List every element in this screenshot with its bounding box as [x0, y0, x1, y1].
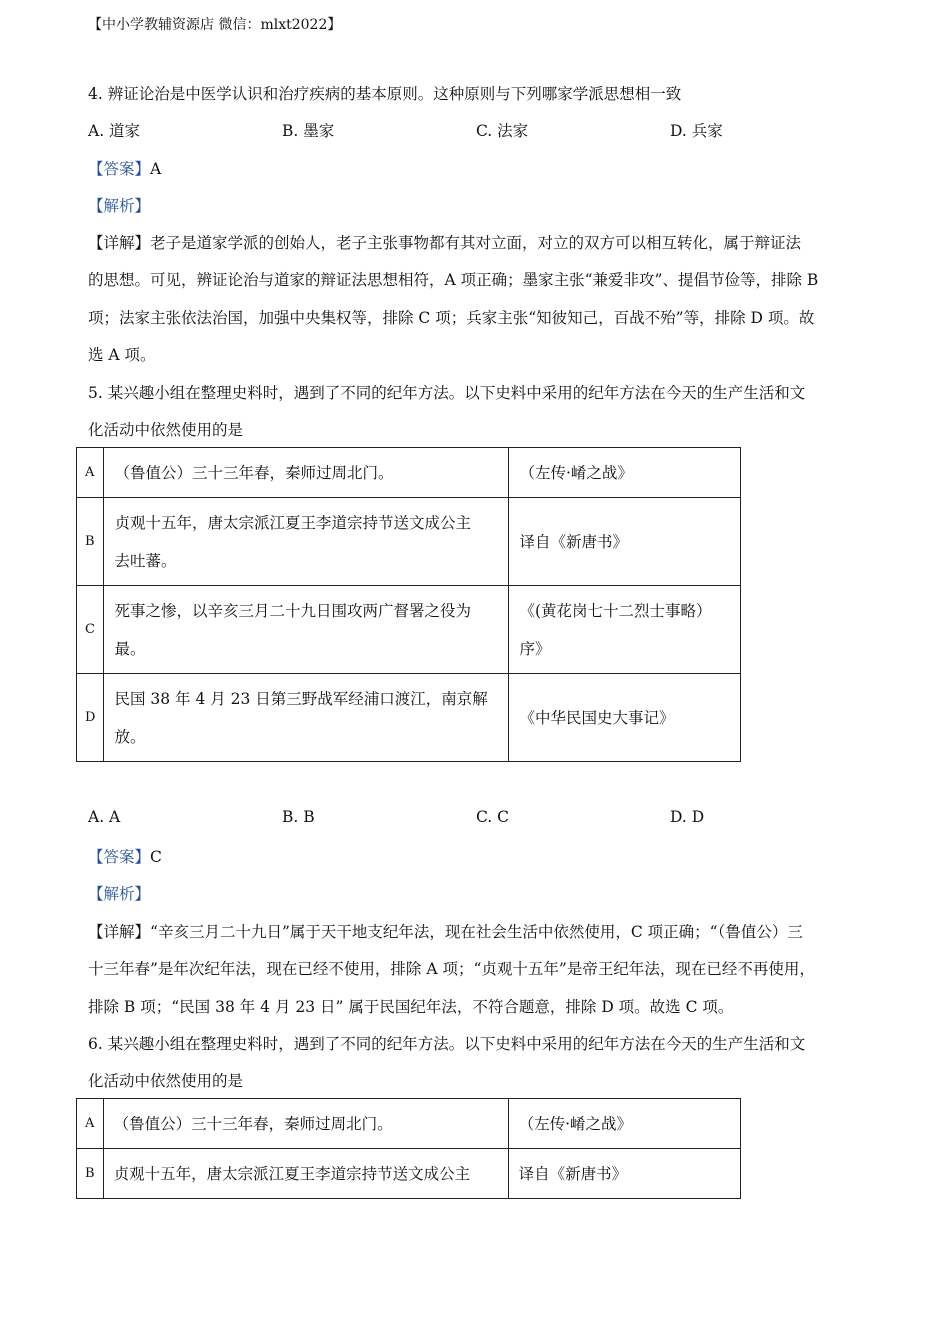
answer-value: A [150, 160, 162, 178]
row-text: 死事之惨，以辛亥三月二十九日围攻两广督署之役为 最。 [104, 586, 509, 674]
q4-option-b: B. 墨家 [282, 122, 335, 140]
row-source: （左传·崤之战》 [508, 1099, 740, 1149]
q4-option-a: A. 道家 [88, 122, 141, 140]
answer-tag: 【答案】 [88, 848, 151, 866]
row-text: 贞观十五年，唐太宗派江夏王李道宗持节送文成公主 去吐蕃。 [104, 498, 509, 586]
row-key: B [77, 1149, 104, 1199]
q4-detail-line-1 [88, 231, 801, 253]
row-source: 译自《新唐书》 [509, 498, 741, 586]
q5-source-table [76, 447, 741, 762]
table-row [77, 1149, 741, 1199]
q5-detail-line-2: 十三年春”是年次纪年法，现在已经不使用，排除 A 项；“贞观十五年”是帝王纪年法，现在已经不再使用， [88, 960, 815, 978]
row-source: 《中华民国史大事记》 [509, 674, 741, 762]
row-key: A [77, 1099, 104, 1149]
table-row [77, 1099, 741, 1149]
row-key: A [77, 448, 104, 498]
q6-stem-line-1: 6. 某兴趣小组在整理史料时，遇到了不同的纪年方法。以下史料中采用的纪年方法在今天的生产生活和文 [88, 1035, 806, 1053]
q5-option-d: D. D [670, 808, 705, 826]
answer-tag: 【答案】 [88, 160, 151, 178]
q5-analysis-tag: 【解析】 [88, 885, 151, 903]
q4-stem: 4. 辨证论治是中医学认识和治疗疾病的基本原则。这种原则与下列哪家学派思想相一致 [88, 85, 682, 103]
table-row [77, 586, 741, 674]
row-key: D [77, 674, 104, 762]
q5-stem-line-1: 5. 某兴趣小组在整理史料时，遇到了不同的纪年方法。以下史料中采用的纪年方法在今天的生产生活和文 [88, 384, 806, 402]
q5-stem-line-2: 化活动中依然使用的是 [88, 421, 244, 439]
q4-analysis-tag: 【解析】 [88, 197, 151, 215]
q4-option-c: C. 法家 [476, 122, 529, 140]
q4-detail-line-2: 的思想。可见，辨证论治与道家的辩证法思想相符，A 项正确；墨家主张“兼爱非攻”、提倡节俭等，排除 B [88, 271, 819, 289]
q4-detail-line-3: 项；法家主张依法治国，加强中央集权等，排除 C 项；兵家主张“知彼知己，百战不殆”等，排除 D 项。故 [88, 309, 815, 327]
q4-option-d: D. 兵家 [670, 122, 723, 140]
q5-detail-line-1 [88, 920, 803, 942]
q5-answer [88, 845, 162, 867]
row-text: 民国 38 年 4 月 23 日第三野战军经浦口渡江，南京解 放。 [104, 674, 509, 762]
row-text: （鲁值公）三十三年春，秦师过周北门。 [103, 1099, 508, 1149]
q5-option-c: C. C [476, 808, 510, 826]
table-row [77, 674, 741, 762]
row-text: （鲁值公）三十三年春，秦师过周北门。 [104, 448, 509, 498]
answer-value: C [150, 848, 162, 866]
detail-text: 老子是道家学派的创始人，老子主张事物都有其对立面，对立的双方可以相互转化，属于辩证法 [150, 234, 802, 252]
q6-source-table [76, 1098, 741, 1199]
q4-detail-line-4: 选 A 项。 [88, 346, 156, 364]
detail-text: “辛亥三月二十九日”属于天干地支纪年法，现在社会生活中依然使用，C 项正确；“（鲁值公）三 [150, 923, 803, 941]
row-source: （左传·崤之战》 [509, 448, 741, 498]
q4-answer [88, 157, 161, 179]
q5-detail-line-3: 排除 B 项；“民国 38 年 4 月 23 日” 属于民国纪年法，不符合题意，排除 D 项。故选 C 项。 [88, 998, 734, 1016]
detail-tag: 【详解】 [88, 923, 151, 941]
table-row [77, 448, 741, 498]
row-key: B [77, 498, 104, 586]
row-source: 译自《新唐书》 [508, 1149, 740, 1199]
page-header: 【中小学教辅资源店 微信：mlxt2022】 [88, 17, 342, 33]
table-row [77, 498, 741, 586]
row-key: C [77, 586, 104, 674]
q5-option-a: A. A [88, 808, 121, 826]
q6-stem-line-2: 化活动中依然使用的是 [88, 1072, 244, 1090]
detail-tag: 【详解】 [88, 234, 151, 252]
q5-option-b: B. B [282, 808, 315, 826]
row-text: 贞观十五年，唐太宗派江夏王李道宗持节送文成公主 [103, 1149, 508, 1199]
row-source: 《(黄花岗七十二烈士事略） 序》 [509, 586, 741, 674]
